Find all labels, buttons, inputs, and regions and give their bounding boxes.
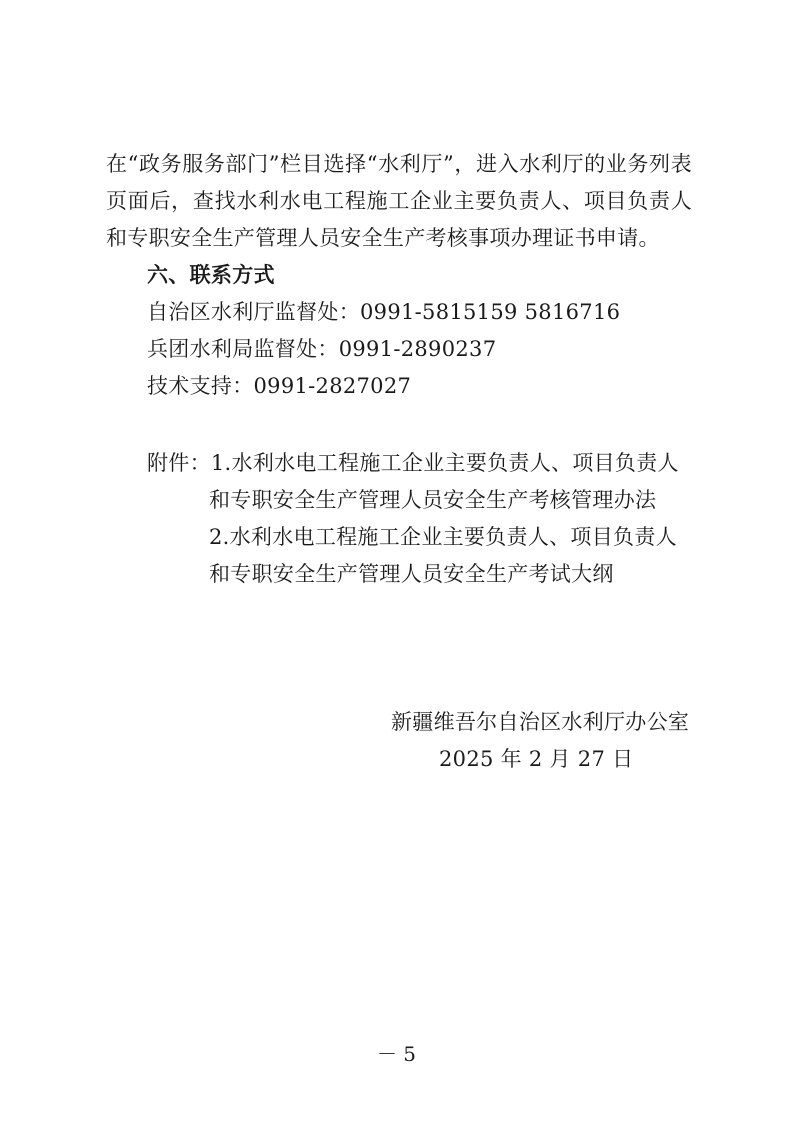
body-paragraph-line-3: 和专职安全生产管理人员安全生产考核事项办理证书申请。 <box>106 226 660 250</box>
page-number: － 5 <box>376 1042 417 1066</box>
body-paragraph-line-2: 页面后，查找水利水电工程施工企业主要负责人、项目负责人 <box>106 189 692 213</box>
signature-org: 新疆维吾尔自治区水利厅办公室 <box>391 710 690 734</box>
contact-tech-support: 技术支持：0991-2827027 <box>147 374 412 398</box>
attachment-item-1: 附件：1.水利水电工程施工企业主要负责人、项目负责人 <box>147 451 679 475</box>
contact-supervision-office: 自治区水利厅监督处：0991-5815159 5816716 <box>147 300 621 324</box>
contact-bingtuan-office: 兵团水利局监督处：0991-2890237 <box>147 337 497 361</box>
attachment-item-2-cont: 和专职安全生产管理人员安全生产考试大纲 <box>209 562 614 586</box>
body-paragraph-line-1: 在“政务服务部门”栏目选择“水利厅”，进入水利厅的业务列表 <box>106 152 692 176</box>
section-heading: 六、联系方式 <box>147 262 275 287</box>
attachment-item-2: 2.水利水电工程施工企业主要负责人、项目负责人 <box>209 525 677 549</box>
attachment-item-1-cont: 和专职安全生产管理人员安全生产考核管理办法 <box>209 488 657 512</box>
signature-date: 2025 年 2 月 27 日 <box>439 747 634 771</box>
